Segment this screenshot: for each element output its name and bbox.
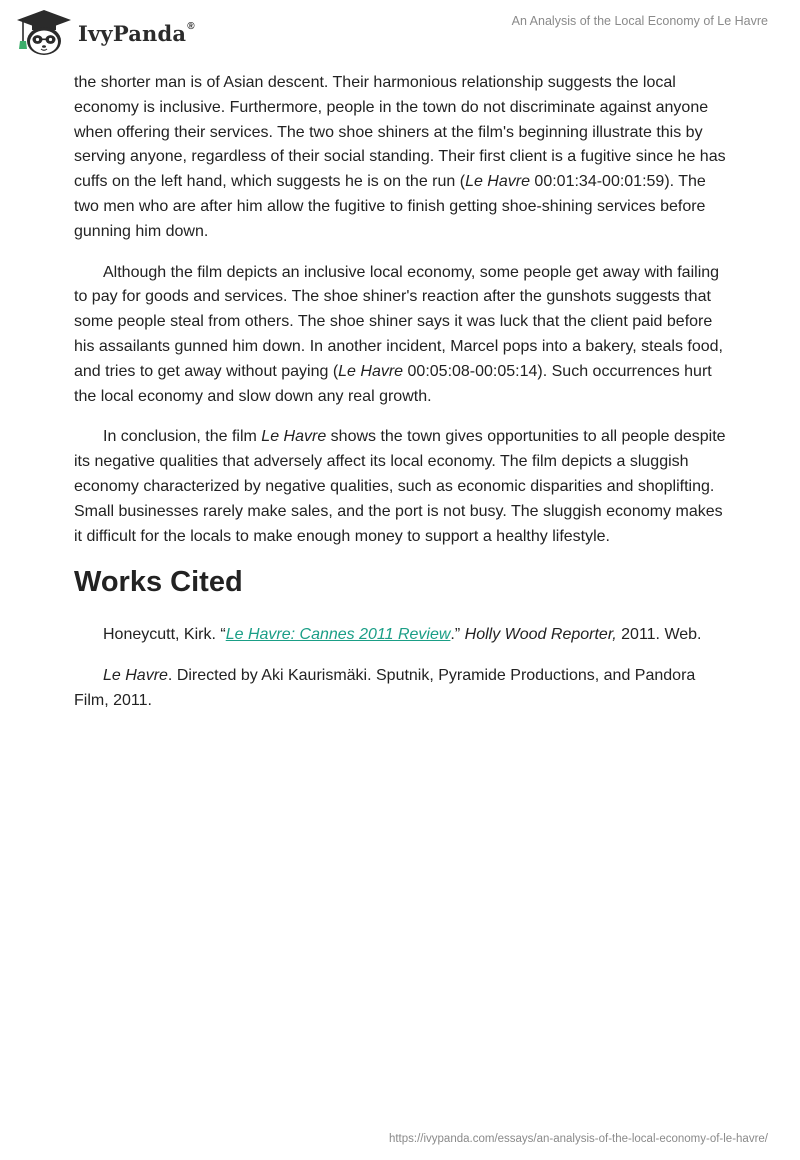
page-header: [0, 0, 800, 70]
ivypanda-logo[interactable]: [15, 8, 195, 58]
citation-le-havre-film: Le Havre. Directed by Aki Kaurismäki. Sputnik, Pyramide Productions, and Pandora Film, 2011.: [74, 667, 696, 709]
paragraph-1: the shorter man is of Asian descent. Their harmonious relationship suggests the local economy is inclusive. Furthermore, people in the town do not discriminate against anyone when offering their services. The two shoe shiners at the film's beginning illustrate this by serving anyone, regardless of their social standing. Their first client is a fugitive since he has cuffs on the left hand, which suggests he is on the run (Le Havre 00:01:34-00:01:59). The two men who are after him allow the fugitive to finish getting shoe-shining services before gunning him down.: [74, 74, 726, 240]
panda-graduate-icon: [15, 8, 73, 58]
document-title: An Analysis of the Local Economy of Le Havre: [511, 14, 768, 28]
citation-link[interactable]: Le Havre: Cannes 2011 Review: [225, 626, 451, 644]
paragraph-3: In conclusion, the film Le Havre shows the town gives opportunities to all people despite its negative qualities that adversely affect its local economy. The film depicts a sluggish economy characterized by negative qualities, such as economic disparities and shoplifting. Small businesses rarely make sales, and the port is not busy. The sluggish economy makes it difficult for the locals to make enough money to support a healthy lifestyle.: [74, 428, 726, 545]
source-url[interactable]: https://ivypanda.com/essays/an-analysis-of-the-local-economy-of-le-havre/: [388, 1133, 768, 1145]
works-cited-heading: Works Cited: [74, 566, 243, 599]
citation-honeycutt: Honeycutt, Kirk. “Le Havre: Cannes 2011 Review.” Holly Wood Reporter, 2011. Web.: [103, 626, 702, 644]
essay-content: [74, 71, 726, 730]
paragraph-2: Although the film depicts an inclusive local economy, some people get away with failing to pay for goods and services. The shoe shiner's reaction after the gunshots suggests that some people steal from others. The shoe shiner says it was luck that the client paid before his assailants gunned him down. In another incident, Marcel pops into a bakery, steals food, and tries to get away without paying (Le Havre 00:05:08-00:05:14). Such occurrences hurt the local economy and slow down any real growth.: [74, 263, 723, 405]
brand-name: IvyPanda®: [78, 20, 195, 46]
registered-mark: ®: [187, 20, 195, 32]
